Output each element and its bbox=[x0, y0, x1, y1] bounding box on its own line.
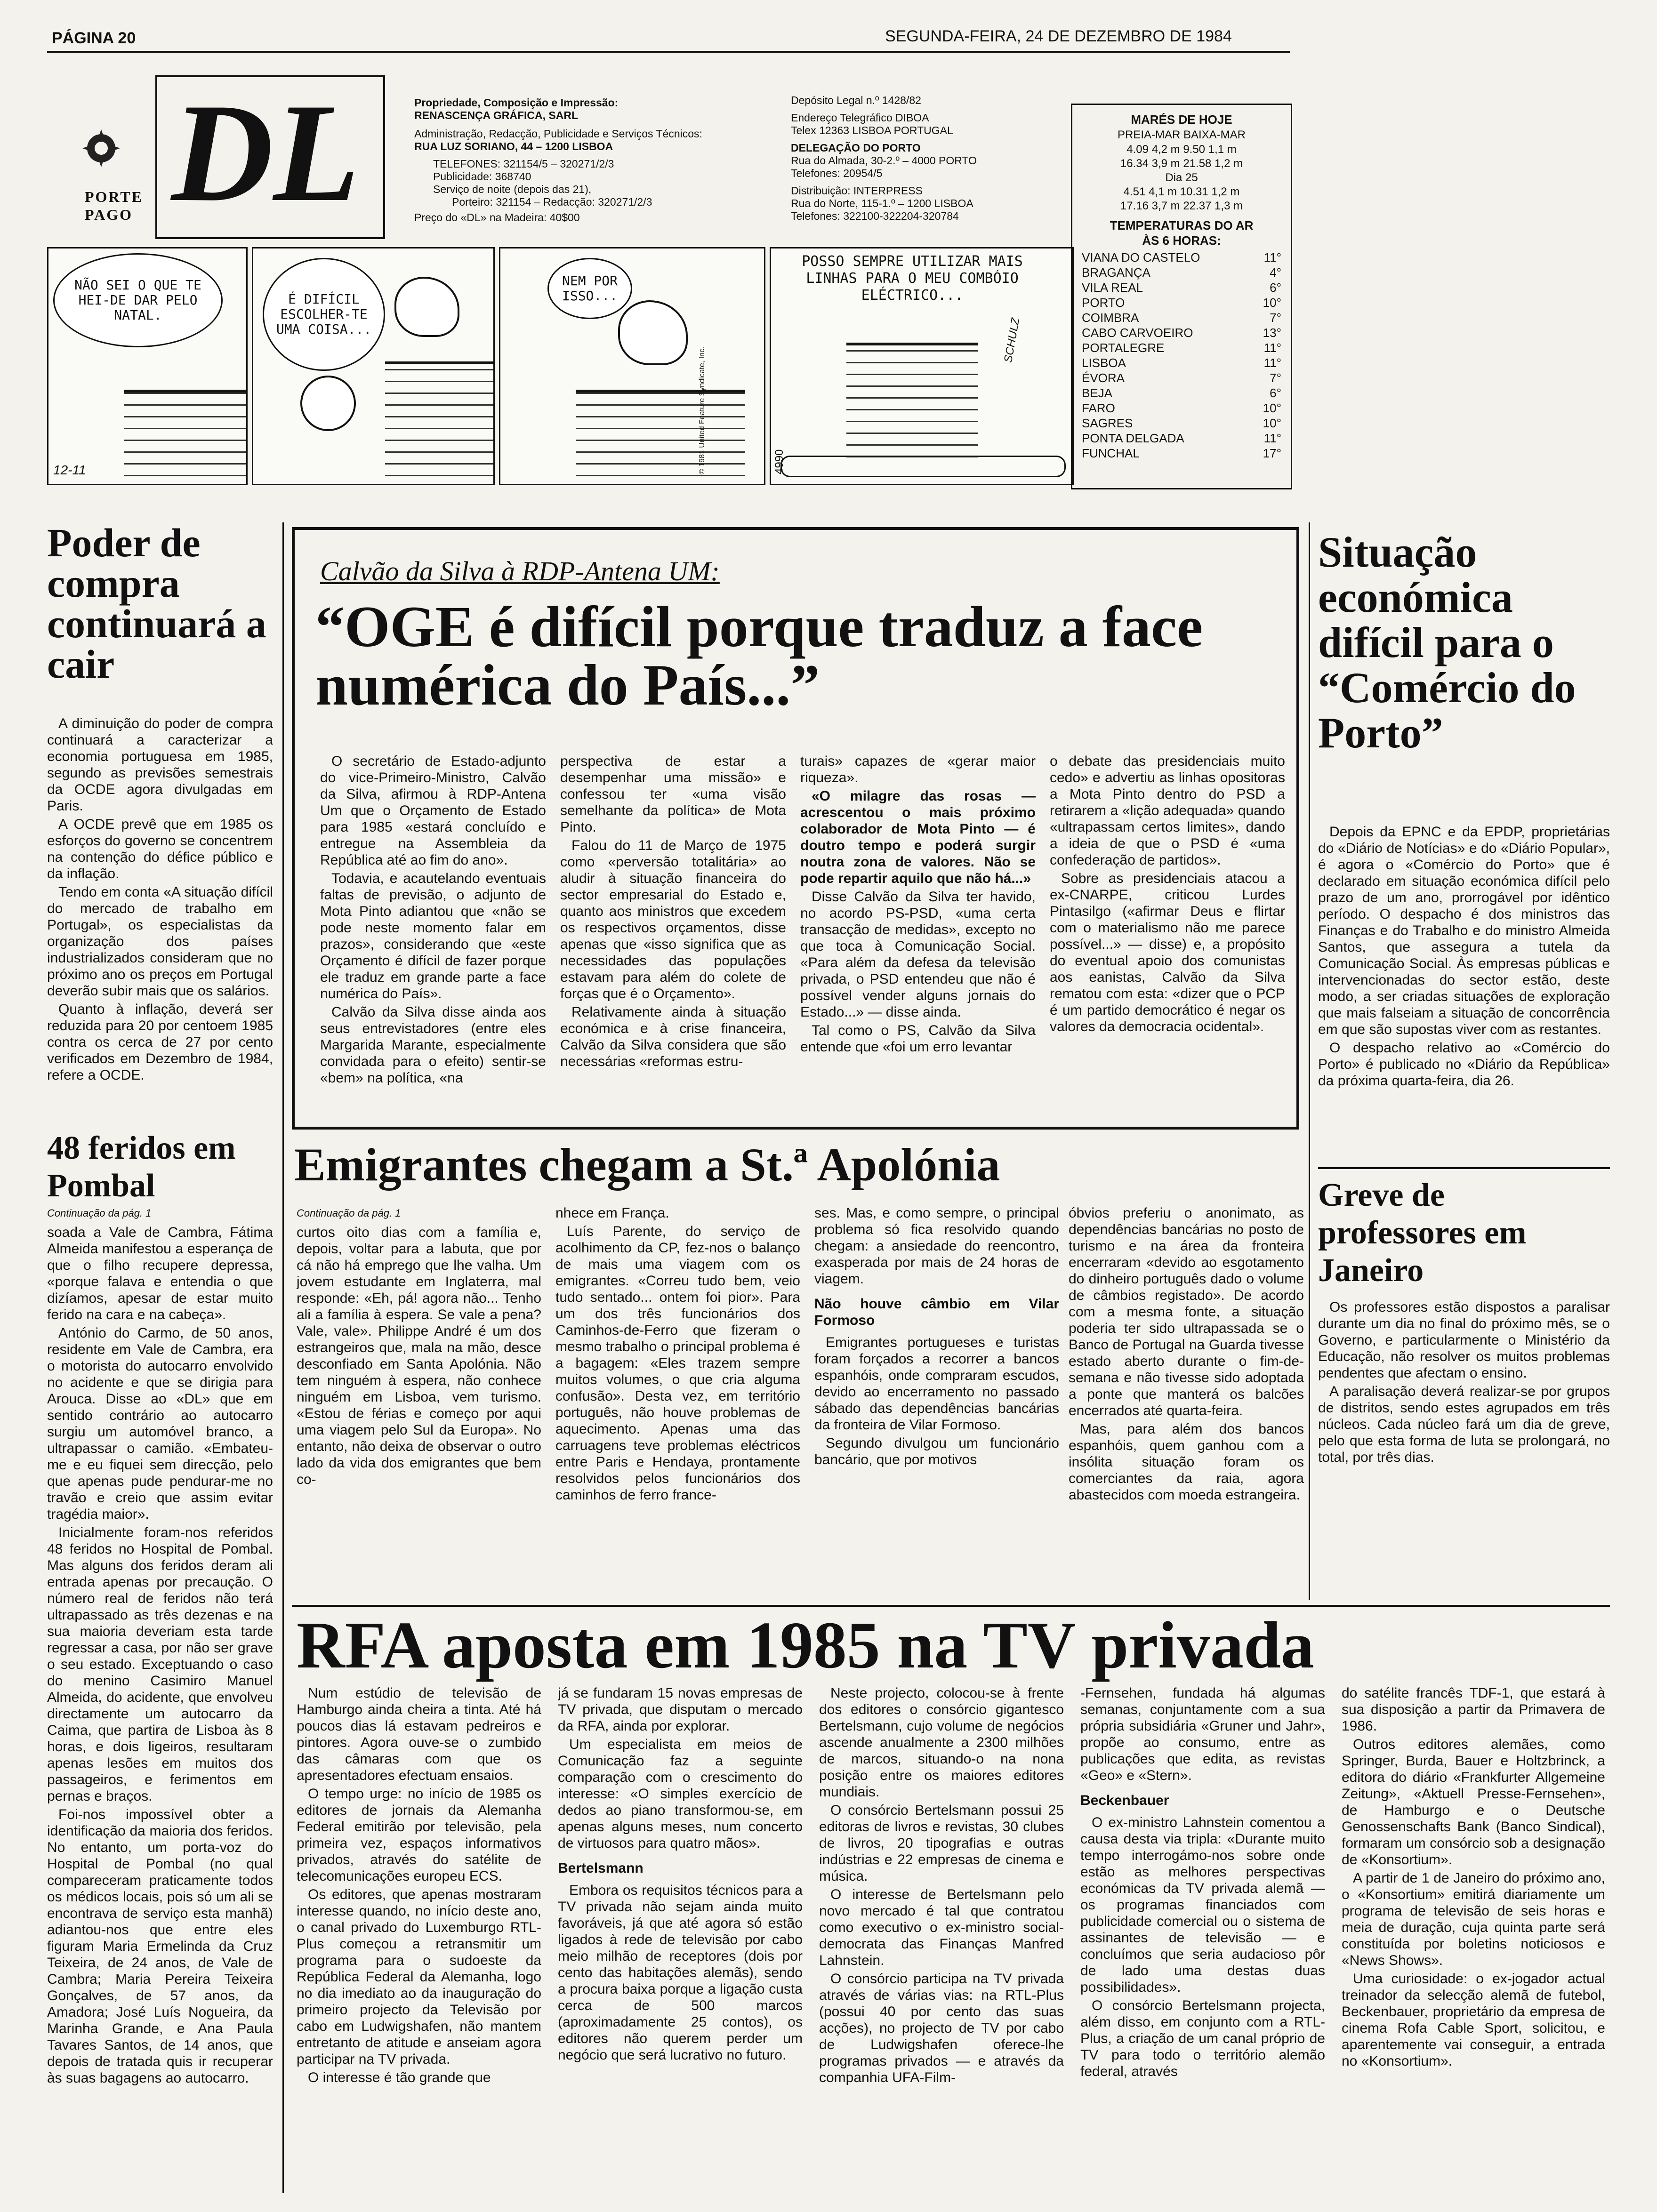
oge-col-4 bbox=[1050, 753, 1285, 1115]
greve-headline: Greve de professores em Janeiro bbox=[1318, 1177, 1527, 1289]
paragraph: Os editores, que apenas mostraram interesse quando, no início deste ano, o canal privado do Luxemburgo RTL-Plus começou a retransmitir um programa para o sudoeste da República Federal da Alemanha, logo no dia imediato ao da inauguração do primeiro projecto da Televisão por cabo em Ludwigshafen, não mantem entretanto de atitude e anseiam agora participar na TV privada. bbox=[297, 1887, 541, 2067]
doghouse bbox=[846, 343, 978, 468]
paragraph: Relativamente ainda à situação económica e à crise financeira, Calvão da Silva considera que são necessárias «reformas estru- bbox=[560, 1004, 786, 1069]
distribution-phones: Telefones: 322100-322204-320784 bbox=[791, 210, 959, 222]
temp-value: 6° bbox=[1270, 386, 1281, 400]
printer-name: RENASCENÇA GRÁFICA, SARL bbox=[414, 109, 578, 121]
comic-panel-2 bbox=[252, 247, 495, 485]
paragraph: Outros editores alemães, como Springer, Burda, Bauer e Holtzbrinck, a editora do diário «Frankfurter Allgemeine Zeitung», «Aktuell Presse-Fernsehen», de Hamburgo e o Deutsche Genossenschafts Bank (Banco Sindical), formaram um consórcio sob a designação de «Konsortium». bbox=[1342, 1737, 1605, 1867]
poder-headline: Poder de compra continuará a cair bbox=[47, 520, 266, 687]
temp-row bbox=[1082, 295, 1281, 310]
paragraph: Foi-nos impossível obter a identificação da maioria dos feridos. No entanto, um porta-voz do Hospital de Pombal (no qual compareceram praticamente todos os médicos locais, pois só um ali se encontrava de serviço esta manhã) adiantou-nos que entre eles figuram Maria Ermelinda da Cruz Teixeira, de 24 anos, de Vale de Cambra; Maria Pereira Teixeira Gonçalves, de 57 anos, da Amadora; José Luís Nogueira, da Marinha Grande, e Ana Paula Tavares Santos, de 14 anos, que depois de tratada quis ir recuperar às suas bagagens ao autocarro. bbox=[47, 1807, 273, 2086]
temp-city: LISBOA bbox=[1082, 356, 1126, 370]
rfa-col-4 bbox=[1080, 1685, 1325, 2198]
paragraph: perspectiva de estar a desempenhar uma missão» e confessou ter «uma visão semelhante da política» de Mota Pinto. bbox=[560, 753, 786, 835]
comic-panel-3 bbox=[499, 247, 765, 485]
temp-row bbox=[1082, 401, 1281, 416]
temp-city: VIANA DO CASTELO bbox=[1082, 250, 1200, 264]
paragraph: Um especialista em meios de Comunicação faz a seguinte comparação com o crescimento do interesse: «O simples exercício de dedos ao piano transformou-se, em apenas alguns meses, num concerto de virtuosos para quatro mãos». bbox=[558, 1737, 803, 1851]
greve-body bbox=[1318, 1299, 1610, 1600]
doghouse bbox=[124, 390, 246, 485]
column-rule bbox=[1309, 522, 1310, 1600]
temp-value: 10° bbox=[1263, 401, 1281, 415]
paragraph: O interesse é tão grande que bbox=[308, 2070, 491, 2085]
telegraph: Endereço Telegráfico DIBOA bbox=[791, 112, 929, 124]
tide-row: 4.09 4,2 m 9.50 1,1 m bbox=[1126, 143, 1237, 156]
temp-row bbox=[1082, 310, 1281, 325]
paragraph: do satélite francês TDF-1, que estará à sua disposição a partir da Primavera de 1986. bbox=[1342, 1685, 1605, 1734]
paragraph: curtos oito dias com a família e, depois, voltar para a labuta, que por cá não há emprego que lhe valha. Um jovem estudante em Inglaterra, mal responde: «Eh, pá! agora não... Tenho ali a família à espera. Se vale a pena? Vale, vale». Philippe André é um dos estrangeiros que, mala na mão, desce desconfiado em Santa Apolónia. Não tem ninguém à espera, não conhece ninguém em Lisboa, vem turismo. «Estou de férias e começo por aqui uma viagem pelo Sul da Europa». No entanto, não deixa de observar o outro lado da vida dos emigrantes que bem co- bbox=[297, 1225, 541, 1487]
paragraph: A paralisação deverá realizar-se por grupos de distritos, sendo estes agrupados em três núcleos. Cada núcleo fará um dia de greve, pelo que esta forma de luta se prolongará, no total, por três dias. bbox=[1318, 1384, 1610, 1465]
paragraph: Disse Calvão da Silva ter havido, no acordo PS-PSD, «uma certa transacção de medidas», excepto no que toca à Comunicação Social. «Para além da defesa da televisão privada, o PSD entendeu que não é possível vender alguns jornais do Estado...» — disse ainda. bbox=[800, 889, 1036, 1020]
oge-kicker: Calvão da Silva à RDP-Antena UM: bbox=[320, 556, 720, 586]
paragraph: Luís Parente, do serviço de acolhimento da CP, fez-nos o balanço de mais uma viagem com os emigrantes. «Correu tudo bem, veio tudo sentado... ontem foi pior». Para um dos três funcionários dos Caminhos-de-Ferro que fizeram o mesmo trabalho o principal problema é a bagagem: «Eles trazem sempre muitos volumes, o que cria alguma confusão». Desta vez, em território português, não houve problemas de aquecimento. Apenas uma das carruagens teve problemas eléctricos entre Paris e Hendaya, prontamente resolvidos pelos funcionários dos caminhos de ferro france- bbox=[555, 1224, 800, 1503]
feridos-body bbox=[47, 1205, 273, 2193]
comic-bubble-4: POSSO SEMPRE UTILIZAR MAIS LINHAS PARA O MEU COMBÓIO ELÉCTRICO... bbox=[802, 253, 1023, 304]
paragraph: -Fernsehen, fundada há algumas semanas, conjuntamente com a sua própria subsidiária «Gruner und Jahr», propõe ao consumo, entre as publicações que edita, as revistas «Geo» e «Stern». bbox=[1080, 1685, 1325, 1783]
paragraph: Segundo divulgou um funcionário bancário, que por motivos bbox=[814, 1435, 1059, 1467]
tides-title: MARÉS DE HOJE bbox=[1131, 112, 1232, 127]
temp-city: BEJA bbox=[1082, 386, 1113, 400]
temp-value: 7° bbox=[1270, 311, 1281, 325]
paragraph: Uma curiosidade: o ex-jogador actual treinador da selecção alemã de futebol, Beckenbauer, proprietário da empresa de cinema Rofa Cable Sport, solicitou, e aparentemente vai conseguir, a entrada no «Konsortium». bbox=[1342, 1971, 1605, 2069]
comic-bubble-1: NÃO SEI O QUE TE HEI-DE DAR PELO NATAL. bbox=[53, 253, 223, 347]
comic-date: 12-11 bbox=[53, 463, 86, 477]
madeira-price: Preço do «DL» na Madeira: 40$00 bbox=[414, 211, 580, 224]
paragraph: António do Carmo, de 50 anos, residente em Vale de Cambra, era o motorista do autocarro envolvido no acidente e que se dirigia para Arouca. Disse ao «DL» que em sentido contrário ao autocarro surgiu um automóvel branco, a ultrapassar o camião. «Embateu-me e eu fiquei sem direcção, pelo que apenas pude pendurar-me no travão e creio que assim evitar tragédia maior». bbox=[47, 1325, 273, 1522]
distribution-address: Rua do Norte, 115-1.º – 1200 LISBOA bbox=[791, 197, 973, 209]
temp-city: COIMBRA bbox=[1082, 311, 1139, 325]
temp-city: VILA REAL bbox=[1082, 281, 1143, 295]
continuation-note: Continuação da pág. 1 bbox=[47, 1207, 152, 1219]
temp-city: FARO bbox=[1082, 401, 1115, 415]
weather-box bbox=[1071, 104, 1292, 489]
paragraph: O secretário de Estado-adjunto do vice-Primeiro-Ministro, Calvão da Silva, afirmou à RDP-Antena Um que o Orçamento de Estado para 1985 «estará concluído e entregue na Assembleia da República até ao fim do ano». bbox=[320, 753, 546, 868]
temp-value: 13° bbox=[1263, 326, 1281, 340]
tides-subtitle: PREIA-MAR BAIXA-MAR bbox=[1117, 128, 1246, 141]
paragraph: Inicialmente foram-nos referidos 48 feridos no Hospital de Pombal. Mas alguns dos feridos deram ali entrada apenas por precaução. O número real de feridos não terá ultrapassado as três dezenas e na sua maioria deveriam esta tarde regressar a casa, por não ser grave o seu estado. Exceptuando o caso do menino Casimiro Manuel Almeida, do acidente, que envolveu directamente um autocarro da Caima, que partira de Lisboa às 8 horas, e dois ligeiros, resultaram apenas lesões em muitos dos passageiros, e ferimentos em pernas e braços. bbox=[47, 1525, 273, 1804]
subheading: Bertelsmann bbox=[558, 1860, 643, 1876]
temp-city: BRAGANÇA bbox=[1082, 265, 1150, 280]
temp-value: 11° bbox=[1263, 356, 1281, 370]
temp-value: 10° bbox=[1263, 416, 1281, 430]
situacao-body bbox=[1318, 824, 1610, 1162]
masthead bbox=[47, 56, 1054, 245]
paragraph: Os professores estão dispostos a paralisar durante um dia no final do próximo mês, se o Governo, e particularmente o Ministério da Educação, não resolver os muitos problemas pendentes que afectam o ensino. bbox=[1318, 1299, 1610, 1381]
paragraph: Neste projecto, colocou-se à frente dos editores o consórcio gigantesco Bertelsmann, cujo volume de negócios ascende anualmente a 2300 milhões de marcos, situando-o na nona posição entre os maiores editores mundiais. bbox=[819, 1685, 1064, 1800]
paragraph: soada a Vale de Cambra, Fátima Almeida manifestou a esperança de que o filho recupere depressa, «porque falava e entendia o que dizíamos, apesar de estar muito ferido na cara e na cabeça». bbox=[47, 1225, 273, 1322]
subheading: Não houve câmbio em Vilar Formoso bbox=[814, 1296, 1059, 1328]
porte-label: PORTE bbox=[85, 188, 144, 205]
paragraph: O consórcio Bertelsmann projecta, além disso, em conjunto com a RTL-Plus, a criação de um canal próprio de TV para todo o território alemão federal, através bbox=[1080, 1998, 1325, 2079]
column-rule bbox=[282, 522, 284, 2193]
temp-row bbox=[1082, 385, 1281, 401]
paragraph: óbvios preferiu o anonimato, as dependências bancárias no posto de turismo e na área da fronteira encerraram «devido ao esgotamento do dinheiro português dado o volume de câmbios registado». De acordo com a mesma fonte, a situação poderia ter sido ultrapassada se o Banco de Portugal na Guarda tivesse estado aberto durante o fim-de-semana e não tivesse sido adoptada a ponte que manterá os balcões encerrados até quarta-feira. bbox=[1069, 1205, 1304, 1419]
porto-title: DELEGAÇÃO DO PORTO bbox=[791, 142, 921, 154]
paragraph: O ex-ministro Lahnstein comentou a causa desta via tripla: «Durante muito tempo interrogámo-nos sobre onde estão as melhores perspectivas económicas da TV privada alemã — os programas financiados com publicidade comercial ou o sistema de assinantes de televisão — e concluímos que seria audacioso pôr de lado uma destas duas possibilidades». bbox=[1080, 1815, 1325, 1995]
rfa-col-3 bbox=[819, 1685, 1064, 2198]
paragraph: Todavia, e acautelando eventuais faltas de previsão, o adjunto de Mota Pinto adiantou que «não se pode neste momento falar em prazos», considerando que «este Orçamento é difícil de fazer porque ele traduz em grande parte a face numérica do País». bbox=[320, 871, 546, 1002]
paragraph: Num estúdio de televisão de Hamburgo ainda cheira a tinta. Até há poucos dias lá estavam pedreiros e pintores. Agora ouve-se o zumbido das câmaras com que os apresentadores efectuam ensaios. bbox=[297, 1685, 541, 1783]
legal-deposit: Depósito Legal n.º 1428/82 bbox=[791, 94, 921, 106]
temp-city: ÉVORA bbox=[1082, 371, 1125, 385]
temp-value: 11° bbox=[1263, 341, 1281, 355]
paragraph: ses. Mas, e como sempre, o principal problema só fica resolvido quando chegam: a ansiedade do reencontro, exasperada por mais de 24 horas de viagem. bbox=[814, 1205, 1059, 1287]
paragraph: Sobre as presidenciais atacou a ex-CNARPE, criticou Lurdes Pintasilgo («afirmar Deus e flirtar com o materialismo não me parece possível...» — disse) e, a propósito do eventual apoio dos comunistas aos eanistas, Calvão da Silva rematou com esta: «dizer que o PCP é um partido democrático é negar os valores da democracia ocidental». bbox=[1050, 871, 1285, 1034]
comic-panel-1 bbox=[47, 247, 248, 485]
temp-value: 7° bbox=[1270, 371, 1281, 385]
snoopy-head bbox=[618, 300, 688, 365]
oge-col-2 bbox=[560, 753, 786, 1115]
paragraph: já se fundaram 15 novas empresas de TV privada, que disputam o mercado da RFA, ainda por explorar. bbox=[558, 1685, 803, 1734]
temp-value: 6° bbox=[1270, 281, 1281, 295]
tide-row: 17.16 3,7 m 22.37 1,3 m bbox=[1120, 200, 1243, 212]
temp-value: 4° bbox=[1270, 265, 1281, 280]
phones: TELEFONES: 321154/5 – 320271/2/3 bbox=[433, 158, 614, 170]
comic-signature: SCHULZ bbox=[1002, 317, 1022, 364]
subheading: Beckenbauer bbox=[1080, 1793, 1169, 1808]
emigrantes-col-2 bbox=[555, 1205, 800, 1591]
feridos-headline: 48 feridos em Pombal bbox=[47, 1130, 236, 1204]
oge-col-1 bbox=[320, 753, 546, 1115]
temp-value: 11° bbox=[1263, 250, 1281, 264]
page-number: PÁGINA 20 bbox=[52, 29, 136, 47]
paragraph: nhece em França. bbox=[555, 1205, 669, 1221]
paragraph: Calvão da Silva disse ainda aos seus entrevistadores (entre eles Margarida Marante, especialmente convidada para o efeito) sentir-se «bem» na política, «na bbox=[320, 1004, 546, 1086]
paragraph: Quanto à inflação, deverá ser reduzida para 20 por centoem 1985 contra os cerca de 27 por cento verificados em Dezembro de 1984, refere a OCDE. bbox=[47, 1002, 273, 1083]
temp-city: FUNCHAL bbox=[1082, 446, 1140, 460]
masthead-info bbox=[414, 96, 772, 224]
header-rule bbox=[47, 51, 1290, 53]
temp-row bbox=[1082, 280, 1281, 295]
paragraph: A diminuição do poder de compra continuará a caracterizar a economia portuguesa em 1985, segundo as previsões semestrais da OCDE agora divulgadas em Paris. bbox=[47, 716, 273, 814]
paragraph: turais» capazes de «gerar maior riqueza». bbox=[800, 753, 1036, 785]
section-rule bbox=[292, 1605, 1610, 1607]
comic-bubble-3: NEM POR ISSO... bbox=[547, 258, 632, 319]
temps-list bbox=[1082, 250, 1281, 461]
owner-label: Propriedade, Composição e Impressão: bbox=[414, 96, 619, 109]
porto-phones: Telefones: 20954/5 bbox=[791, 167, 883, 179]
porto-address: Rua do Almada, 30-2.º – 4000 PORTO bbox=[791, 154, 977, 167]
tide-row: 16.34 3,9 m 21.58 1,2 m bbox=[1120, 157, 1243, 170]
temp-row bbox=[1082, 250, 1281, 265]
rfa-col-5 bbox=[1342, 1685, 1605, 2198]
rfa-col-1 bbox=[297, 1685, 541, 2198]
comic-copyright: © 1981 United Feature Syndicate, Inc. bbox=[698, 346, 706, 474]
paragraph: O tempo urge: no início de 1985 os editores de jornais da Alemanha Federal emitirão por televisão, pela primeira vez, espaços informativos privados, através do satélite de telecomunicações europeu ECS. bbox=[297, 1786, 541, 1884]
telex: Telex 12363 LISBOA PORTUGAL bbox=[791, 124, 953, 136]
situacao-headline: Situação económica difícil para o “Comércio do Porto” bbox=[1318, 528, 1576, 757]
oge-col-3 bbox=[800, 753, 1036, 1115]
tide-row: Dia 25 bbox=[1165, 171, 1198, 184]
crest-icon bbox=[80, 127, 122, 169]
paragraph: A partir de 1 de Janeiro do próximo ano, o «Konsortium» emitirá diariamente um programa de televisão de seis horas e meia de duração, cuja quinta parte será constituída por boletins noticiosos e «News Shows». bbox=[1342, 1870, 1605, 1968]
main-address: RUA LUZ SORIANO, 44 – 1200 LISBOA bbox=[414, 140, 613, 152]
paragraph: Mas, para além dos bancos espanhóis, quem ganhou com a insólita situação foram os comerciantes da raia, agora abastecidos com moeda estrangeira. bbox=[1069, 1421, 1304, 1503]
temp-row bbox=[1082, 355, 1281, 370]
paragraph: Falou do 11 de Março de 1975 como «perversão totalitária» ao aludir à situação financeira do sector empresarial do Estado e, quanto aos ministros que excedem os respectivos orçamentos, disse apenas que «isso significa que as necessidades das populações estavam para além do colete de forças que é o Orçamento». bbox=[560, 838, 786, 1002]
ads-phone: Publicidade: 368740 bbox=[433, 170, 531, 183]
paragraph: Embora os requisitos técnicos para a TV privada não sejam ainda muito favoráveis, já que até agora só estão ligados à rede de televisão por cabo meio milhão de receptores (dois por cento das habitações alemãs), sendo a procura baixa porque a ligação custa cerca de 500 marcos (aproximadamente 25 contos), os editores não querem perder um negócio que será lucrativo no futuro. bbox=[558, 1883, 803, 2063]
comic-bubble-2: É DIFÍCIL ESCOLHER-TE UMA COISA... bbox=[263, 258, 385, 371]
emigrantes-col-3 bbox=[814, 1205, 1059, 1591]
temp-city: SAGRES bbox=[1082, 416, 1133, 430]
masthead-info-right bbox=[791, 94, 1054, 223]
temp-city: PORTALEGRE bbox=[1082, 341, 1165, 355]
pago-label: PAGO bbox=[85, 206, 133, 223]
paragraph: Depois da EPNC e da EPDP, proprietárias do «Diário de Notícias» e do «Diário Popular», é agora o «Comércio do Porto» que é declarado em situação económica difícil pelo prazo de um ano, prorrogável por idêntico período. O despacho é dos ministros das Finanças e do Trabalho e do ministro Almeida Santos, que assegura a tutela da Comunicação Social. Às empresas públicas e intervencionadas do sector estão, deste modo, a ser criadas situações de exploração que mais falseiam a situação de concorrência em que são supostas viver com as restantes. bbox=[1318, 824, 1610, 1037]
doghouse bbox=[385, 361, 493, 485]
temp-value: 11° bbox=[1263, 431, 1281, 445]
temp-city: PORTO bbox=[1082, 296, 1125, 310]
temp-row bbox=[1082, 446, 1281, 461]
oge-headline: “OGE é difícil porque traduz a face numérica do País...” bbox=[315, 594, 1203, 717]
temp-row bbox=[1082, 416, 1281, 431]
column-rule bbox=[1318, 1167, 1610, 1169]
paragraph: A OCDE prevê que em 1985 os esforços do governo se concentrem na contenção do défice público e da inflação. bbox=[47, 817, 273, 882]
emigrantes-headline: Emigrantes chegam a St.ª Apolónia bbox=[294, 1138, 1000, 1191]
paragraph: O interesse de Bertelsmann pelo novo mercado é tal que contratou como executivo o ex-ministro social-democrata das Finanças Manfred Lahnstein. bbox=[819, 1887, 1064, 1968]
distribution: Distribuição: INTERPRESS bbox=[791, 184, 923, 197]
charlie-brown bbox=[300, 376, 356, 431]
comic-number: 4990 bbox=[773, 449, 786, 474]
rfa-headline: RFA aposta em 1985 na TV privada bbox=[297, 1608, 1314, 1682]
temp-row bbox=[1082, 431, 1281, 446]
emigrantes-col-1 bbox=[297, 1205, 541, 1591]
paragraph: Tendo em conta «A situação difícil do mercado de trabalho em Portugal», os especialistas da organização dos países industrializados consideram que no próximo ano os preços em Portugal deverão subir mais que os salários. bbox=[47, 884, 273, 999]
temp-value: 17° bbox=[1263, 446, 1281, 460]
snoopy-head bbox=[394, 277, 459, 337]
logo: DL bbox=[171, 74, 360, 231]
tide-row: 4.51 4,1 m 10.31 1,2 m bbox=[1123, 185, 1240, 198]
temp-value: 10° bbox=[1263, 296, 1281, 310]
temp-row bbox=[1082, 340, 1281, 355]
page-date: SEGUNDA-FEIRA, 24 DE DEZEMBRO DE 1984 bbox=[885, 27, 1232, 45]
temp-row bbox=[1082, 265, 1281, 280]
paragraph: o debate das presidenciais muito cedo» e advertiu as linhas opositoras a Mota Pinto dentro do PSD a retirarem a «lição adequada» quando «ultrapassam certos limites», dando a ideia de que o PSD é «uma confederação de partidos». bbox=[1050, 753, 1285, 868]
admin-label: Administração, Redacção, Publicidade e Serviços Técnicos: bbox=[414, 128, 702, 140]
paragraph: Tal como o PS, Calvão da Silva entende que «foi um erro levantar bbox=[800, 1023, 1036, 1055]
continuation-note: Continuação da pág. 1 bbox=[297, 1207, 401, 1219]
night-phones: Porteiro: 321154 – Redacção: 320271/2/3 bbox=[452, 196, 652, 208]
paragraph: O consórcio participa na TV privada através de várias vias: na RTL-Plus (possui 40 por cento das suas acções), no projecto de TV por cabo de Ludwigshafen oferece-lhe programas privados — e através da companhia UFA-Film- bbox=[819, 1971, 1064, 2085]
temp-city: CABO CARVOEIRO bbox=[1082, 326, 1193, 340]
temp-city: PONTA DELGADA bbox=[1082, 431, 1184, 445]
paragraph: «O milagre das rosas — acrescentou o mais próximo colaborador de Mota Pinto — é doutro tempo e poderá surgir noutra zona de valores. Não se pode repartir aquilo que não há...» bbox=[800, 788, 1036, 886]
temp-row bbox=[1082, 325, 1281, 340]
paragraph: Emigrantes portugueses e turistas foram forçados a recorrer a bancos espanhóis, onde compraram escudos, devido ao encerramento no passado sábado das dependências bancárias da fronteira de Vilar Formoso. bbox=[814, 1335, 1059, 1433]
paragraph: O despacho relativo ao «Comércio do Porto» é publicado no «Diário da República» da próxima quarta-feira, dia 26. bbox=[1318, 1040, 1610, 1089]
rfa-col-2 bbox=[558, 1685, 803, 2198]
paragraph: O consórcio Bertelsmann possui 25 editoras de livros e revistas, 30 clubes de livros, 20 tipografias e outras indústrias e 22 empresas de cinema e música. bbox=[819, 1803, 1064, 1884]
doghouse bbox=[576, 390, 745, 485]
comic-panel-4 bbox=[770, 247, 1074, 485]
poder-body bbox=[47, 715, 273, 1125]
emigrantes-col-4 bbox=[1069, 1205, 1304, 1591]
temps-subtitle: ÀS 6 HORAS: bbox=[1142, 233, 1221, 248]
night-service: Serviço de noite (depois das 21), bbox=[433, 183, 592, 195]
logo-box bbox=[155, 75, 385, 239]
temps-title: TEMPERATURAS DO AR bbox=[1110, 218, 1254, 232]
temp-row bbox=[1082, 370, 1281, 385]
train-track bbox=[780, 456, 1066, 477]
